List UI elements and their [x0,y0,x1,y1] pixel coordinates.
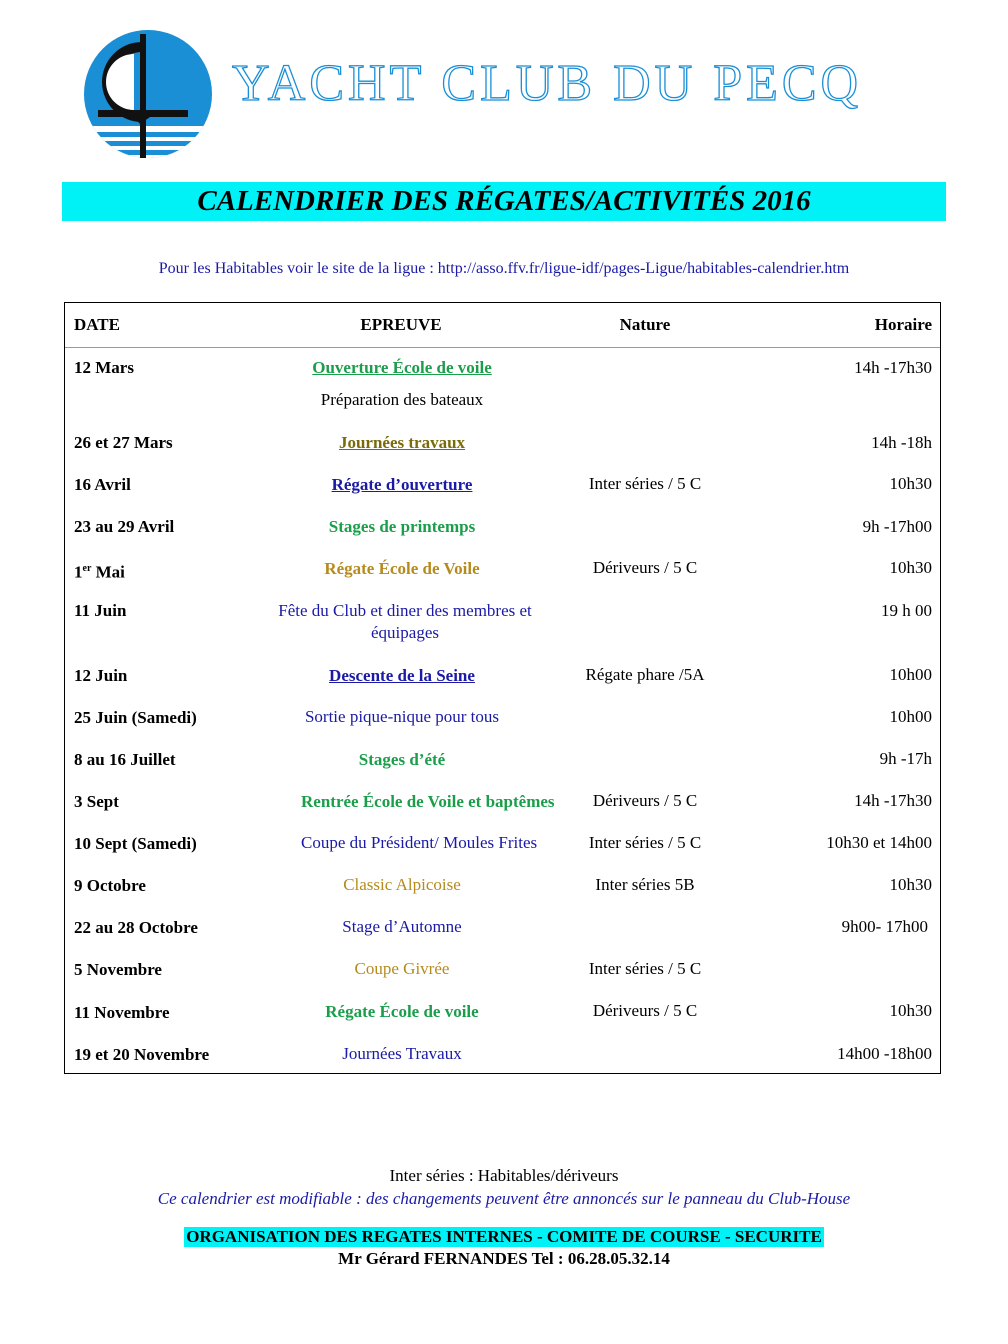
title-banner [62,182,946,221]
row-date: 16 Avril [74,475,131,494]
row-event: Rentrée École de Voile et baptêmes [301,792,555,811]
row-time: 14h -18h [871,433,932,452]
contact-line: Mr Gérard FERNANDES Tel : 06.28.05.32.14 [338,1249,670,1268]
row-event: Régate d’ouverture [331,475,473,494]
row-time: 9h00- 17h00 [841,917,928,936]
row-date: 11 Novembre [74,1003,170,1022]
row-date: 3 Sept [74,792,119,811]
row-date: 8 au 16 Juillet [74,750,176,769]
row-date: 11 Juin [74,601,127,620]
row-time: 10h30 [889,474,932,493]
row-event: Coupe du Président/ Moules Frites [301,833,538,852]
schedule-table [64,302,941,1074]
row-time: 10h00 [889,707,932,726]
column-header-date: DATE [74,315,120,334]
row-event: Coupe Givrée [354,959,450,978]
row-time: 19 h 00 [881,601,932,620]
row-date: 12 Juin [74,666,128,685]
row-event: Stages d’été [358,750,446,769]
row-date [74,558,125,584]
club-name: YACHT CLUB DU PECQ [232,55,863,112]
row-date: 22 au 28 Octobre [74,918,198,937]
row-event: Descente de la Seine [329,666,475,685]
column-header-epreuve: EPREUVE [360,315,442,334]
row-time: 14h00 -18h00 [837,1044,932,1063]
row-event: Régate École de voile [325,1002,479,1021]
row-event: Journées Travaux [342,1044,462,1063]
row-nature: Régate phare /5A [585,665,705,684]
column-header-nature: Nature [619,315,671,334]
habitables-note: Pour les Habitables voir le site de la ligue : http://asso.ffv.fr/ligue-idf/pages-Ligue/habitables-calendrier.htm [158,260,850,277]
column-header-horaire: Horaire [874,315,932,334]
row-date-number: 1 [74,562,83,582]
row-nature: Inter séries 5B [595,875,695,894]
row-time: 14h -17h30 [854,791,932,810]
row-nature: Inter séries / 5 C [588,474,702,493]
row-event: Journées travaux [338,433,466,452]
header-divider [65,347,940,348]
legend-note: Inter séries : Habitables/dériveurs [389,1166,619,1185]
row-nature: Inter séries / 5 C [588,959,702,978]
row-time: 10h30 [889,875,932,894]
row-time: 10h30 [889,1001,932,1020]
row-date: 12 Mars [74,358,134,377]
row-event: Sortie pique-nique pour tous [304,707,500,726]
row-nature: Dériveurs / 5 C [592,558,698,577]
row-nature: Dériveurs / 5 C [592,791,698,810]
row-time: 10h30 et 14h00 [826,833,932,852]
organisation-banner [0,1227,1008,1247]
club-logo [78,28,218,160]
row-event: Ouverture École de voile [312,358,492,377]
row-date-month: Mai [91,562,125,582]
row-event-subtitle: Préparation des bateaux [320,390,484,409]
row-date: 9 Octobre [74,876,146,895]
row-time: 10h00 [889,665,932,684]
row-event: Classic Alpicoise [343,875,461,894]
organisation-label: ORGANISATION DES REGATES INTERNES - COMITE DE COURSE - SECURITE [186,1227,822,1246]
page-title: CALENDRIER DES RÉGATES/ACTIVITÉS 2016 [197,185,811,217]
row-time: 9h -17h00 [862,517,932,536]
row-nature: Dériveurs / 5 C [592,1001,698,1020]
row-event: Stage d’Automne [342,917,462,936]
row-date: 10 Sept (Samedi) [74,834,197,853]
row-event: Stages de printemps [328,517,476,536]
row-event: Régate École de Voile [324,559,480,578]
row-date: 25 Juin (Samedi) [74,708,197,727]
modification-note: Ce calendrier est modifiable : des changements peuvent être annoncés sur le panneau du Club-House [157,1189,851,1208]
row-date-superscript: er [82,563,92,574]
row-date: 19 et 20 Novembre [74,1045,210,1064]
row-date: 23 au 29 Avril [74,517,175,536]
row-time: 14h -17h30 [854,358,932,377]
row-nature: Inter séries / 5 C [588,833,702,852]
row-date: 5 Novembre [74,960,162,979]
row-date: 26 et 27 Mars [74,433,173,452]
row-time: 9h -17h [879,749,932,768]
row-time: 10h30 [889,558,932,577]
row-event: Fête du Club et diner des membres et équipages [278,601,532,642]
